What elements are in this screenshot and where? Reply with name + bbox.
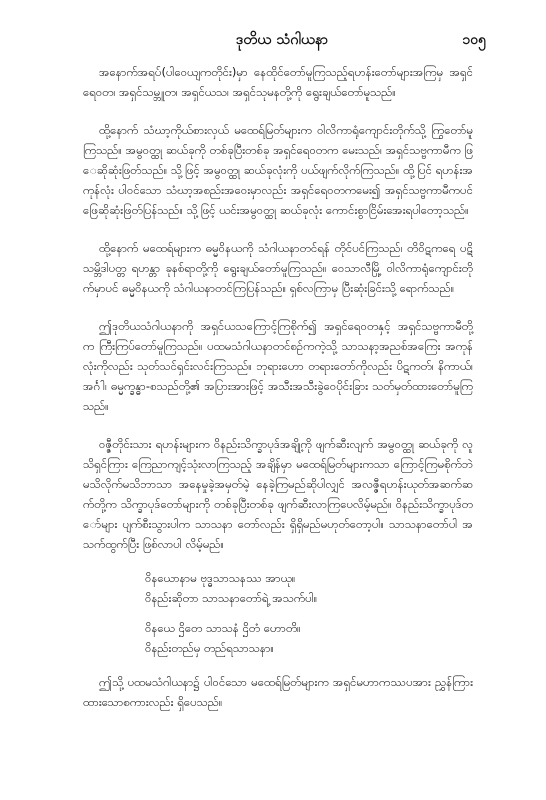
verse-gap <box>145 608 473 618</box>
pali-verse <box>145 568 473 658</box>
paragraph-1: အနောက်အရပ်(ပါဝေယျကတိုင်း)မှာ နေထိုင်တော်မူကြသည့်ရဟန်းတော်များအကြမှ အရှင်ရေဝတ၊ အရှင်သမ္ဘူတ၊ အရှင်ယသ၊ အရှင်သုမနတို့ကို ရွေးချယ်တော်မူသည်။ <box>83 65 473 99</box>
running-header <box>78 30 486 52</box>
verse-line-2: ဝိနည်းဆိုတာ သာသနာတော်ရဲ့ အသက်ပါ။ <box>145 591 318 605</box>
paragraph-3: ထို့နောက် မထေရ်များက ဓမ္မဝိနယကို သံဂါယနာတင်ရန် တိုင်ပင်ကြသည်၊ တိဝိဋကရေ ပဋိသမ္ဘိဒါပတ္တ ရဟန္တာ ခုနစ်ရာတို့ကို ရွေးချယ်တော်မူကြသည်။ ဝေသာလီမြို့ ဝါလိကာရုံကျောင်းတိုက်မှာပင် ဓမ္မဝိနယကို သံဂါယနာတင်ကြပြန်သည်။ ရှစ်လကြာမှ ပြီးဆုံးခြင်းသို့ ရောက်သည်။ <box>83 241 473 295</box>
paragraph-2: ထို့နောက် သံဃာ့ကိုယ်စားလှယ် မထေရ်မြတ်များက ဝါလိကာရုံကျောင်းတိုက်သို့ ကြွတော်မူကြသည်။ အမွဝတ္ထု ဆယ်ခုကို တစ်ခုပြီးတစ်ခု အရှင်ရေဝတက မေးသည်၊ အရှင်သဗ္ဗကာမီက ဖြေဆိုဆုံးဖြတ်သည်။ သို့ဖြင့် အမွဝတ္ထု ဆယ်ခုလုံးကို ပယ်ဖျက်လိုက်ကြသည်။ ထို့ပြင် ရဟန်းအကုန်လုံး ပါဝင်သော သံဃာ့အစည်းအဝေးမှာလည်း အရှင်ရေဝတကမေး၍ အရှင်သဗ္ဗကာမီကပင် ဖြေဆိုဆုံးဖြတ်ပြန်သည်။ သို့ဖြင့် ယင်းအမွဝတ္ထု ဆယ်ခုလုံး ကောင်းစွာငြိမ်းအေးရပါတော့သည်။ <box>83 123 473 217</box>
verse-line-4: ဝိနည်းတည်မှ တည်ရသာသနာ။ <box>145 641 275 655</box>
chapter-title: ဒုတိယ သံဂါယနာ <box>235 32 329 48</box>
verse-line-1: ဝိနယောနာမ ဗုဒ္ဓသာသနဿ အာယု။ <box>145 571 296 585</box>
page-number: ၁၀၅ <box>462 32 486 48</box>
verse-line-3: ဝိနယေ ဌိတေ သာသနံ ဌိတံ ဟောတိ။ <box>145 621 301 635</box>
paragraph-4: ဤဒုတိယသံဂါယနာကို အရှင်ယသကြောင့်ကြစိုက်၍ အရှင်ရေဝတနှင့် အရှင်သဗ္ဗကာမီတို့က ကြီးကြပ်တော်မူကြသည်။ ပထမသံဂါယနာတင်စဉ်ကကဲ့သို့ သာသနာ့အညစ်အကြေး အကုန်လုံးကိုလည်း သုတ်သင်ရှင်းလင်းကြသည်။ ဘုရားဟော တရားတော်ကိုလည်း ပိဋကတ်၊ နိကာယ်၊ အင်္ဂါ၊ ဓမ္မက္ခန္ဓာ-စသည်တို့၏ အပြားအားဖြင့် အသီးအသီးခွဲဝေပိုင်းခြား သတ်မှတ်ထားတော်မူကြသည်။ <box>83 319 473 413</box>
page-body <box>83 62 473 730</box>
closing-paragraph: ဤသို့ ပထမသံဂါယနာ၌ ပါဝင်သော မထေရ်မြတ်များက အရှင်မဟာကဿပအား ညွှန်ကြားထားသောစကားလည်း ရှိပေသည်။ <box>83 675 473 709</box>
paragraph-5: ဝဇ္ဇီတိုင်းသား ရဟန်းများက ဝိနည်းသိက္ခာပုဒ်အချို့ကို ဖျက်ဆီးလျက် အမွဝတ္ထု ဆယ်ခုကို လူသိရှင်ကြား ကြေညာကျင့်သုံးလာကြသည့် အချိန်မှာ မထေရ်မြတ်များကသာ ကြောင့်ကြမစိုက်ဘဲ မသိလိုက်မသိဘာသာ အနေမှုခဲ့အမှတ်မဲ့ နေခဲ့ကြမည်ဆိုပါလျှင် အလဇ္ဇီရဟန်းယုတ်အဆက်ဆက်တို့က သိက္ခာပုဒ်တော်များကို တစ်ခုပြီးတစ်ခု ဖျက်ဆီးလာကြပေလိမ့်မည်။ ဝိနည်းသိက္ခာပုဒ်တော်များ ပျက်စီးသွားပါက သာသနာ တော်လည်း ရှိရှိမည်မဟုတ်တော့ပါ။ သာသနာတော်ပါ အသက်ထွက်ပြီး ဖြစ်လာပါ လိမ့်မည်။ <box>83 437 473 551</box>
